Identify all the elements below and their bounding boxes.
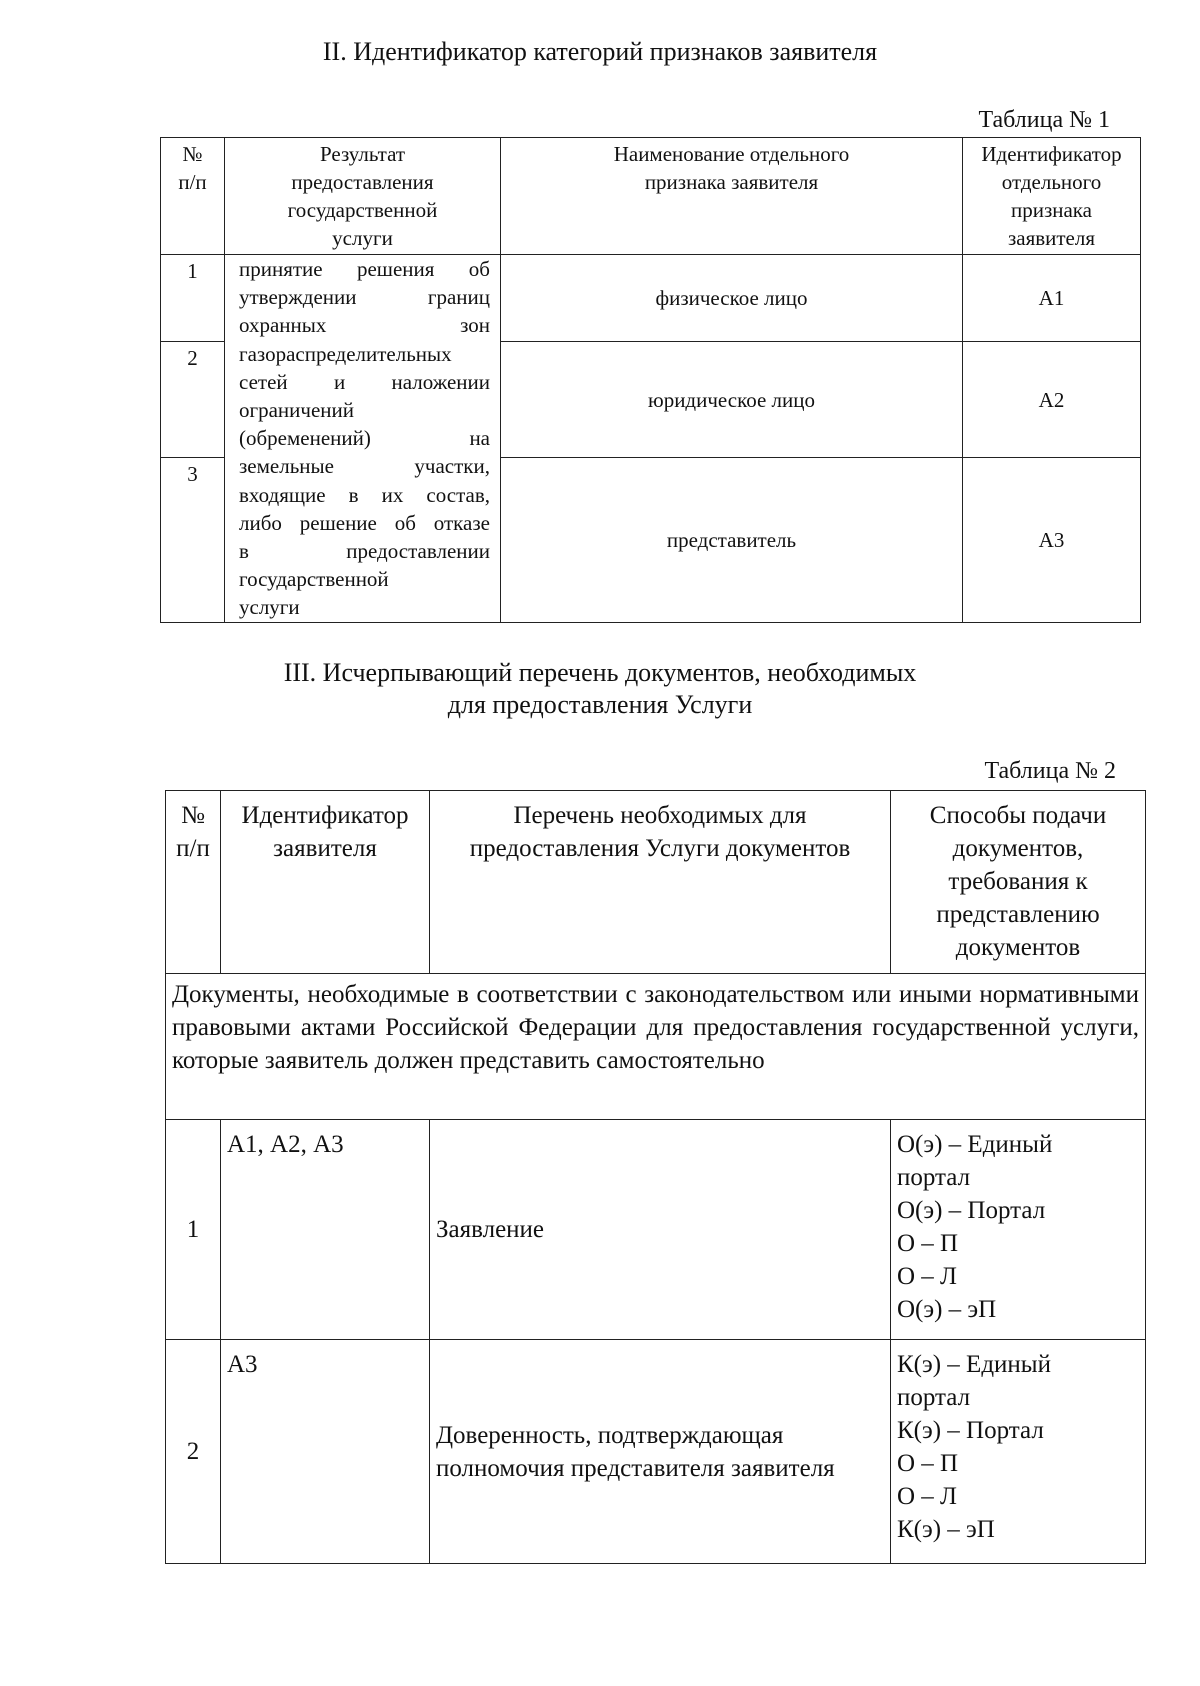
table-1-header-row bbox=[161, 138, 1141, 255]
row-num: 1 bbox=[161, 255, 225, 342]
service-result-cell: принятие решения об утверждении границ охранных зон газораспределительных сетей и наложении ограничений (обременений) на земельные участки, входящие в их состав, либо решение об отказе в предоставлении государственной услуги bbox=[225, 255, 501, 623]
table-row bbox=[166, 1340, 1146, 1564]
section-3-heading bbox=[0, 657, 1200, 721]
feature-id: А3 bbox=[963, 458, 1141, 622]
section-3-heading-line-2: для предоставления Услуги bbox=[447, 690, 753, 719]
section-3-heading-line-1: III. Исчерпывающий перечень документов, необходимых bbox=[283, 658, 917, 687]
table-1-caption: Таблица № 1 bbox=[978, 107, 1110, 133]
document-name: Доверенность, подтверждающая полномочия представителя заявителя bbox=[430, 1340, 891, 1564]
table-row bbox=[166, 1120, 1146, 1340]
row-num: 2 bbox=[161, 341, 225, 458]
header-submission-methods: Способы подачи документов, требования к представлению документов bbox=[891, 791, 1146, 974]
header-documents: Перечень необходимых для предоставления Услуги документов bbox=[430, 791, 891, 974]
header-result: Результат предоставления государственной услуги bbox=[225, 138, 501, 255]
section-2-heading: II. Идентификатор категорий признаков заявителя bbox=[322, 37, 878, 66]
header-feature-id: Идентификатор отдельного признака заявителя bbox=[963, 138, 1141, 255]
feature-id: А2 bbox=[963, 341, 1141, 458]
submission-methods: К(э) – Единый портал К(э) – Портал О – П О – Л К(э) – эП bbox=[891, 1340, 1146, 1564]
row-num: 2 bbox=[166, 1340, 221, 1564]
submission-methods: О(э) – Единый портал О(э) – Портал О – П О – Л О(э) – эП bbox=[891, 1120, 1146, 1340]
feature-name: физическое лицо bbox=[501, 255, 963, 342]
header-applicant-id: Идентификатор заявителя bbox=[221, 791, 430, 974]
section-row bbox=[166, 974, 1146, 1120]
section-row-text: Документы, необходимые в соответствии с законодательством или иными нормативными правовыми актами Российской Федерации для предоставления государственной услуги, которые заявитель должен представить самостоятельно bbox=[166, 974, 1146, 1120]
applicant-ids: А3 bbox=[221, 1340, 430, 1564]
required-documents-table bbox=[165, 790, 1146, 1564]
header-feature-name: Наименование отдельного признака заявителя bbox=[501, 138, 963, 255]
applicant-categories-table bbox=[160, 137, 1141, 623]
table-2-header-row bbox=[166, 791, 1146, 974]
table-2-caption: Таблица № 2 bbox=[984, 758, 1116, 784]
row-num: 1 bbox=[166, 1120, 221, 1340]
feature-name: юридическое лицо bbox=[501, 341, 963, 458]
row-num: 3 bbox=[161, 458, 225, 622]
document-name: Заявление bbox=[430, 1120, 891, 1340]
feature-id: А1 bbox=[963, 255, 1141, 342]
header-num: № п/п bbox=[161, 138, 225, 255]
table-row bbox=[161, 255, 1141, 342]
header-num: № п/п bbox=[166, 791, 221, 974]
applicant-ids: А1, А2, А3 bbox=[221, 1120, 430, 1340]
feature-name: представитель bbox=[501, 458, 963, 622]
